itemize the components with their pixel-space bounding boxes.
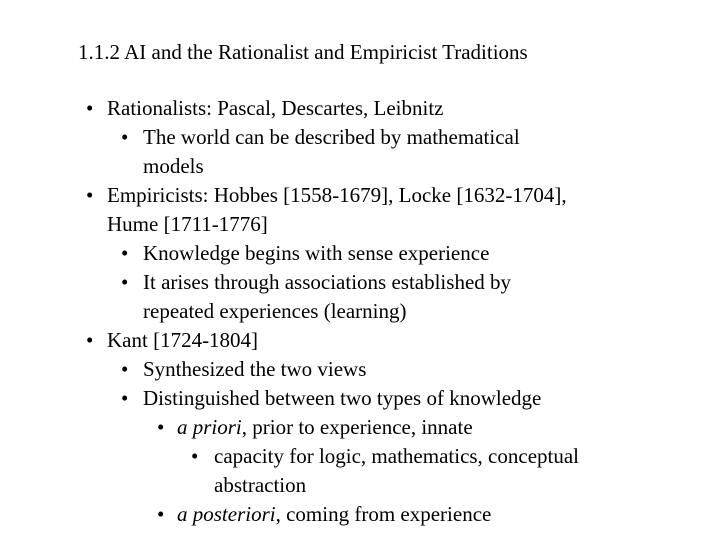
bullet-rationalists: Rationalists: Pascal, Descartes, Leibnitz [107, 96, 444, 120]
a-posteriori-description: , coming from experience [275, 502, 492, 526]
bullet-mathematical-models: The world can be described by mathematical [143, 125, 520, 149]
bullet-icon: • [86, 183, 94, 207]
bullet-icon: • [121, 357, 129, 381]
bullet-continuation: repeated experiences (learning) [143, 299, 407, 323]
bullet-kant: Kant [1724-1804] [107, 328, 259, 352]
bullet-icon: • [86, 96, 94, 120]
slide-title: 1.1.2 AI and the Rationalist and Empiricist Traditions [78, 40, 528, 64]
bullet-continuation: Hume [1711-1776] [107, 212, 268, 236]
bullet-icon: • [121, 270, 129, 294]
bullet-two-types: Distinguished between two types of knowledge [143, 386, 542, 410]
bullet-synthesized: Synthesized the two views [143, 357, 367, 381]
bullet-a-posteriori [177, 500, 491, 529]
bullet-capacity: capacity for logic, mathematics, conceptual [214, 444, 580, 468]
term-a-posteriori: a posteriori [177, 502, 276, 526]
bullet-empiricists: Empiricists: Hobbes [1558-1679], Locke [1632-1704], [107, 183, 567, 207]
bullet-continuation: models [143, 154, 204, 178]
bullet-associations: It arises through associations established by [143, 270, 512, 294]
bullet-continuation: abstraction [214, 473, 307, 497]
bullet-icon: • [121, 386, 129, 410]
a-priori-description: , prior to experience, innate [241, 415, 473, 439]
term-a-priori: a priori [177, 415, 242, 439]
bullet-icon: • [191, 444, 199, 468]
bullet-sense-experience: Knowledge begins with sense experience [143, 241, 490, 265]
bullet-icon: • [157, 502, 165, 526]
bullet-icon: • [86, 328, 94, 352]
bullet-icon: • [121, 241, 129, 265]
bullet-icon: • [157, 415, 165, 439]
bullet-icon: • [121, 125, 129, 149]
bullet-a-priori [177, 413, 473, 442]
